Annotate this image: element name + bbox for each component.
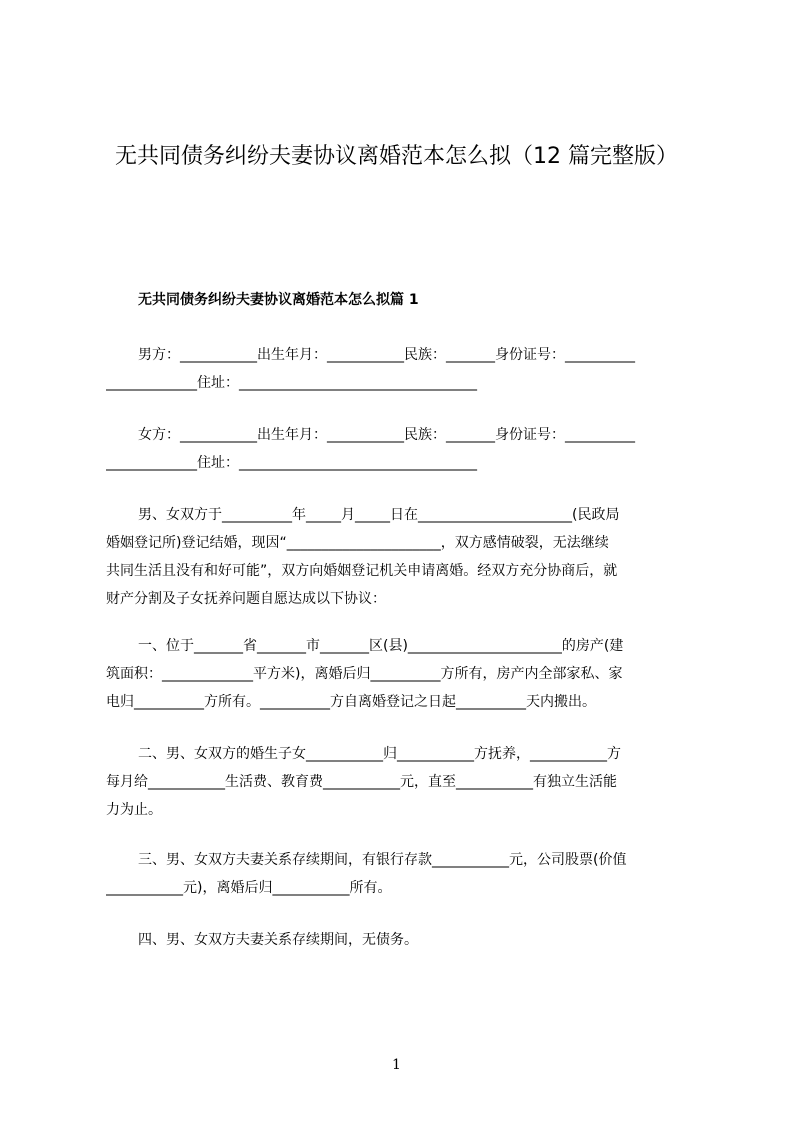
paragraph-line: 四、男、女双方夫妻关系存续期间，无债务。 — [138, 932, 418, 948]
paragraph-line: 共同生活且没有和好可能”，双方向婚姻登记机关申请离婚。经双方充分协商后，就 — [106, 563, 618, 579]
paragraph-line: 婚姻登记所)登记结婚，现因“______________________，双方感情破裂，无法继续 — [106, 535, 609, 551]
paragraph-line: 男方：___________出生年月：___________民族：_______身份证号：__________ — [138, 347, 635, 363]
paragraph-line: 力为止。 — [106, 802, 162, 818]
paragraph-line: 每月给___________生活费、教育费___________元，直至___________有独立生活能 — [106, 774, 617, 790]
paragraph-marriage-statement — [106, 501, 700, 613]
paragraph-line: 一、位于_______省_______市_______区(县)______________________的房产(建 — [138, 638, 624, 654]
paragraph-line: 电归__________方所有。__________方自离婚登记之日起__________天内搬出。 — [106, 694, 596, 710]
paragraph-line: ___________元)，离婚后归___________所有。 — [106, 880, 392, 896]
paragraph-clause-savings — [106, 846, 700, 902]
paragraph-clause-debts — [106, 926, 700, 954]
paragraph-husband-info — [106, 341, 700, 397]
paragraph-clause-children — [106, 740, 700, 824]
paragraph-line: 二、男、女双方的婚生子女___________归___________方抚养，___________方 — [138, 746, 621, 762]
paragraph-line: 女方：___________出生年月：___________民族：_______身份证号：__________ — [138, 427, 635, 443]
paragraph-clause-property — [106, 632, 700, 716]
section-heading: 无共同债务纠纷夫妻协议离婚范本怎么拟篇 1 — [138, 292, 419, 308]
page-number: 1 — [392, 1057, 401, 1073]
paragraph-line: 财产分割及子女抚养问题自愿达成以下协议： — [106, 591, 386, 607]
paragraph-line: 筑面积：_____________平方米)，离婚后归__________方所有，房产内全部家私、家 — [106, 666, 623, 682]
paragraph-wife-info — [106, 421, 700, 477]
paragraph-line: 男、女双方于__________年_____月_____日在______________________(民政局 — [138, 507, 620, 523]
paragraph-line: _____________住址：__________________________________ — [106, 375, 477, 391]
document-title: 无共同债务纠纷夫妻协议离婚范本怎么拟（12 篇完整版） — [115, 144, 678, 169]
paragraph-line: _____________住址：__________________________________ — [106, 455, 477, 471]
paragraph-line: 三、男、女双方夫妻关系存续期间，有银行存款___________元，公司股票(价值 — [138, 852, 627, 868]
